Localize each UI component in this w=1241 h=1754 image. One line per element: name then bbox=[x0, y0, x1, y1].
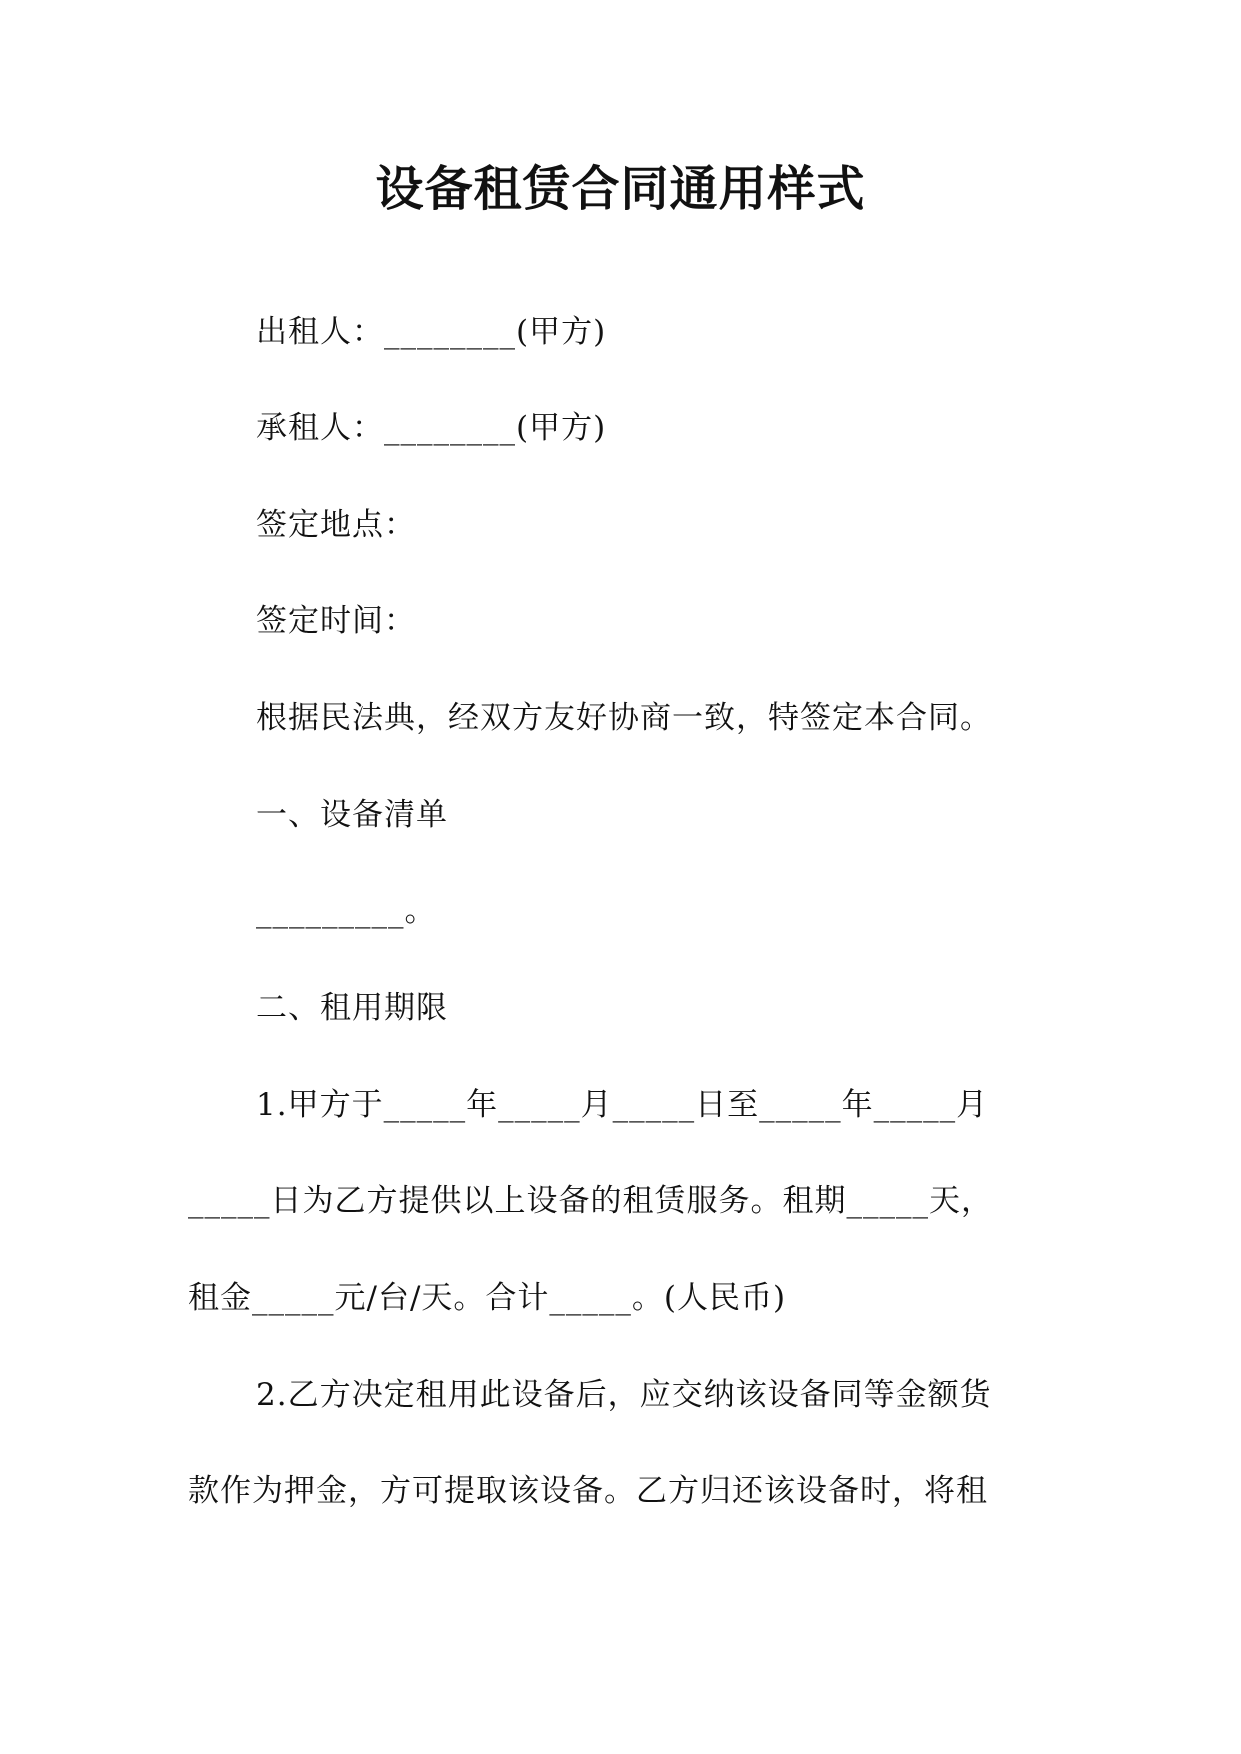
equipment-list-blank: _________。 bbox=[256, 893, 437, 929]
clause-2-line-1: 2.乙方决定租用此设备后，应交纳该设备同等金额货 bbox=[256, 1377, 992, 1413]
lessor-line: 出租人：________(甲方) bbox=[256, 314, 607, 350]
preamble-line: 根据民法典，经双方友好协商一致，特签定本合同。 bbox=[256, 700, 992, 736]
clause-1-line-2: _____日为乙方提供以上设备的租赁服务。租期_____天， bbox=[188, 1183, 993, 1219]
section-heading-equipment-list: 一、设备清单 bbox=[256, 797, 448, 833]
signing-time-line: 签定时间： bbox=[256, 603, 416, 639]
signing-place-line: 签定地点： bbox=[256, 507, 416, 543]
section-heading-rental-period: 二、租用期限 bbox=[256, 990, 448, 1026]
lessee-line: 承租人：________(甲方) bbox=[256, 410, 607, 446]
clause-1-line-3: 租金_____元/台/天。合计_____。(人民币) bbox=[188, 1280, 787, 1316]
clause-1-line-1: 1.甲方于_____年_____月_____日至_____年_____月 bbox=[256, 1087, 989, 1123]
clause-2-line-2: 款作为押金，方可提取该设备。乙方归还该设备时，将租 bbox=[188, 1473, 988, 1509]
document-title: 设备租赁合同通用样式 bbox=[375, 161, 866, 217]
